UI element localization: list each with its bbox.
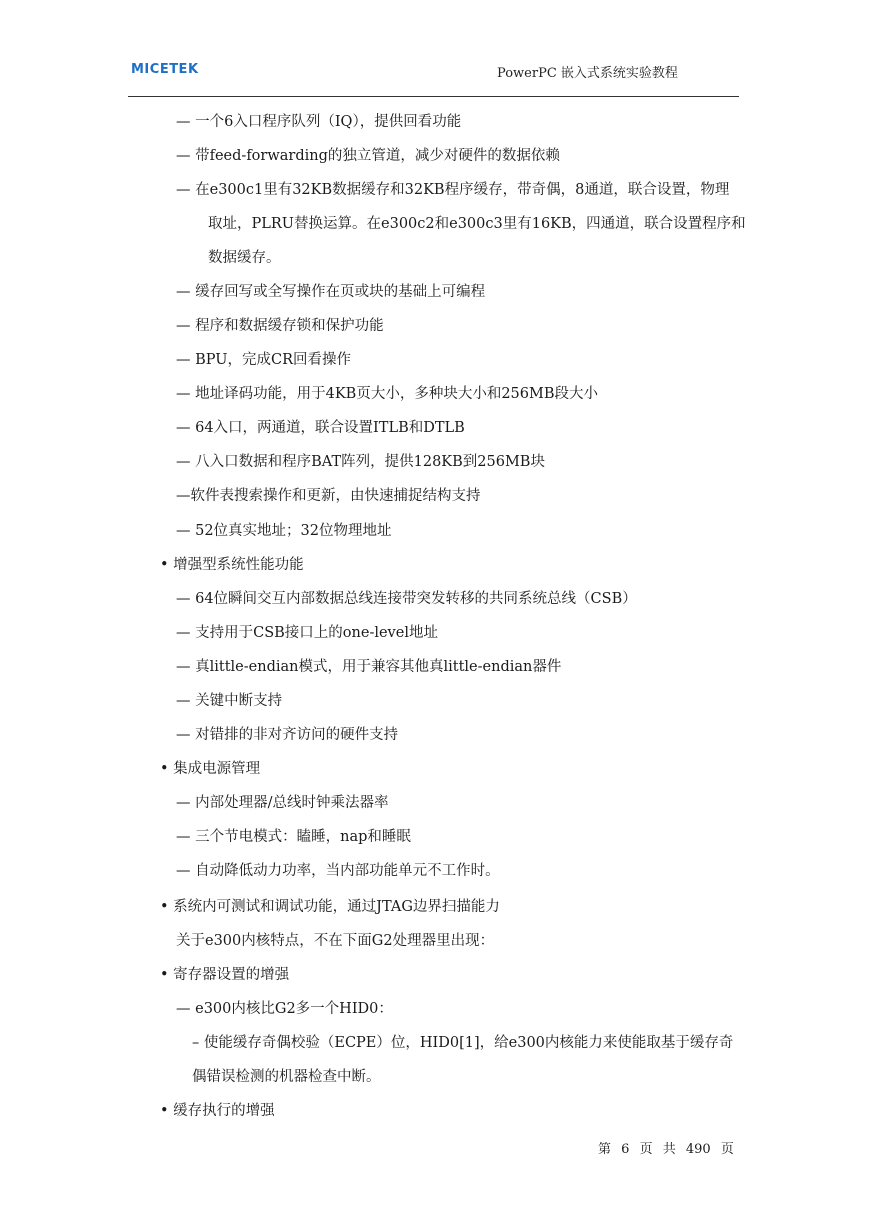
text-line: — 真little-endian模式，用于兼容其他真little-endian器件 bbox=[176, 659, 562, 675]
text-line: — 52位真实地址；32位物理地址 bbox=[176, 523, 392, 539]
text-line: — 64位瞬间交互内部数据总线连接带突发转移的共同系统总线（CSB） bbox=[176, 591, 637, 607]
bullet-heading: • 缓存执行的增强 bbox=[160, 1103, 275, 1119]
bullet-heading: • 寄存器设置的增强 bbox=[160, 967, 290, 983]
header-title: PowerPC 嵌入式系统实验教程 bbox=[497, 66, 678, 81]
text-line: — 带feed-forwarding的独立管道，减少对硬件的数据依赖 bbox=[176, 148, 560, 164]
text-line: 关于e300内核特点，不在下面G2处理器里出现： bbox=[176, 933, 495, 949]
text-line: — 三个节电模式：瞌睡，nap和睡眠 bbox=[176, 829, 411, 845]
text-line: — 支持用于CSB接口上的one-level地址 bbox=[176, 625, 438, 641]
text-line: — e300内核比G2多一个HID0： bbox=[176, 1001, 393, 1017]
header-divider bbox=[128, 96, 739, 97]
text-line: — 缓存回写或全写操作在页或块的基础上可编程 bbox=[176, 284, 486, 300]
text-line: – 使能缓存奇偶校验（ECPE）位，HID0[1]，给e300内核能力来使能取基于缓存奇 bbox=[192, 1035, 734, 1051]
text-line: — 八入口数据和程序BAT阵列，提供128KB到256MB块 bbox=[176, 454, 545, 470]
text-line: — 对错排的非对齐访问的硬件支持 bbox=[176, 727, 399, 743]
footer-word: 页 bbox=[720, 1142, 734, 1157]
text-line: — 内部处理器/总线时钟乘法器率 bbox=[176, 795, 389, 811]
text-line: — BPU，完成CR回看操作 bbox=[176, 352, 351, 368]
text-line: — 关键中断支持 bbox=[176, 693, 283, 709]
bullet-heading: • 集成电源管理 bbox=[160, 761, 261, 777]
text-line: — 一个6入口程序队列（IQ），提供回看功能 bbox=[176, 114, 462, 130]
footer-word: 第 bbox=[598, 1142, 612, 1157]
text-line: — 在e300c1里有32KB数据缓存和32KB程序缓存，带奇偶，8通道，联合设置，物理 bbox=[176, 182, 730, 198]
text-line: —软件表搜索操作和更新，由快速捕捉结构支持 bbox=[176, 488, 481, 504]
page-total: 490 bbox=[685, 1142, 711, 1157]
page-number: 6 bbox=[621, 1142, 630, 1157]
text-line: — 自动降低动力功率，当内部功能单元不工作时。 bbox=[176, 863, 500, 879]
company-logo: MICETEK bbox=[131, 62, 199, 77]
footer-word: 共 bbox=[662, 1142, 676, 1157]
footer-word: 页 bbox=[639, 1142, 653, 1157]
bullet-heading: • 增强型系统性能功能 bbox=[160, 557, 304, 573]
text-line: — 程序和数据缓存锁和保护功能 bbox=[176, 318, 384, 334]
text-line: 取址，PLRU替换运算。在e300c2和e300c3里有16KB，四通道，联合设置程序和 bbox=[208, 216, 746, 232]
text-line: 偶错误检测的机器检查中断。 bbox=[192, 1069, 381, 1085]
text-line: — 地址译码功能，用于4KB页大小，多种块大小和256MB段大小 bbox=[176, 386, 598, 402]
bullet-heading: • 系统内可测试和调试功能，通过JTAG边界扫描能力 bbox=[160, 899, 500, 915]
text-line: — 64入口，两通道，联合设置ITLB和DTLB bbox=[176, 420, 465, 436]
text-line: 数据缓存。 bbox=[208, 250, 281, 266]
page-footer bbox=[598, 1138, 740, 1157]
